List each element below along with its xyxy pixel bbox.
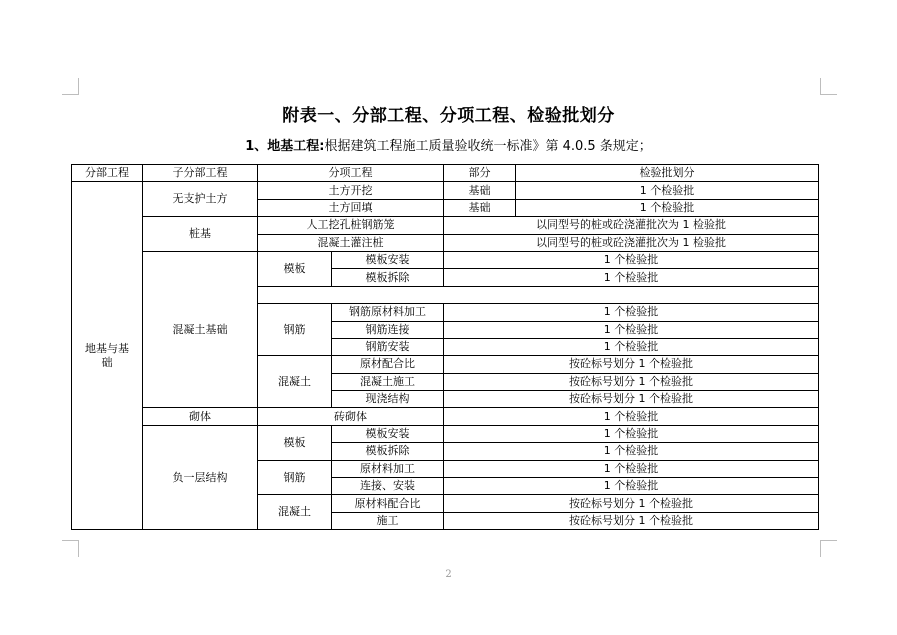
division-cell: 地基与基础 — [72, 182, 143, 530]
batch-cell: 1 个检验批 — [516, 199, 819, 216]
item-cell: 模板拆除 — [332, 443, 444, 460]
item-cell: 混凝土灌注桩 — [258, 234, 444, 251]
batch-cell: 1 个检验批 — [444, 251, 819, 268]
item-cell: 施工 — [332, 512, 444, 529]
group-concrete: 混凝土 — [258, 495, 332, 530]
batch-cell: 1 个检验批 — [444, 338, 819, 355]
section-subtitle — [0, 135, 897, 154]
batch-cell: 按砼标号划分 1 个检验批 — [444, 495, 819, 512]
crop-mark-top-right — [820, 78, 837, 95]
item-cell: 模板拆除 — [332, 269, 444, 286]
header-part: 部分 — [444, 165, 516, 182]
batch-cell: 以同型号的桩或砼浇灌批次为 1 检验批 — [444, 217, 819, 234]
table-row — [72, 217, 819, 234]
batch-cell: 按砼标号划分 1 个检验批 — [444, 512, 819, 529]
batch-cell: 1 个检验批 — [444, 269, 819, 286]
batch-cell: 1 个检验批 — [444, 478, 819, 495]
group-rebar: 钢筋 — [258, 304, 332, 356]
section-label: 1、地基工程: — [245, 139, 325, 154]
item-cell: 人工挖孔桩钢筋笼 — [258, 217, 444, 234]
batch-cell: 按砼标号划分 1 个检验批 — [444, 391, 819, 408]
table-row — [72, 251, 819, 268]
item-cell: 土方回填 — [258, 199, 444, 216]
section-text: 根据建筑工程施工质量验收统一标准》第 4.0.5 条规定； — [324, 139, 652, 154]
header-batch: 检验批划分 — [516, 165, 819, 182]
item-cell: 连接、安装 — [332, 478, 444, 495]
item-cell: 原材配合比 — [332, 356, 444, 373]
group-rebar: 钢筋 — [258, 460, 332, 495]
sub-earthwork: 无支护土方 — [143, 182, 258, 217]
item-cell: 原材料加工 — [332, 460, 444, 477]
batch-cell: 1 个检验批 — [516, 182, 819, 199]
batch-cell: 按砼标号划分 1 个检验批 — [444, 356, 819, 373]
group-formwork: 模板 — [258, 425, 332, 460]
table-row — [72, 425, 819, 442]
item-cell: 模板安装 — [332, 251, 444, 268]
header-subdivision: 子分部工程 — [143, 165, 258, 182]
sub-pile: 桩基 — [143, 217, 258, 252]
part-cell: 基础 — [444, 182, 516, 199]
item-cell: 原材料配合比 — [332, 495, 444, 512]
sub-basement: 负一层结构 — [143, 425, 258, 529]
item-cell: 砖砌体 — [258, 408, 444, 425]
empty-cell — [258, 286, 819, 303]
table-row — [72, 182, 819, 199]
item-cell: 钢筋连接 — [332, 321, 444, 338]
group-formwork: 模板 — [258, 251, 332, 286]
header-item: 分项工程 — [258, 165, 444, 182]
group-concrete: 混凝土 — [258, 356, 332, 408]
batch-cell: 以同型号的桩或砼浇灌批次为 1 检验批 — [444, 234, 819, 251]
batch-cell: 1 个检验批 — [444, 460, 819, 477]
crop-mark-bottom-left — [62, 540, 79, 557]
item-cell: 现浇结构 — [332, 391, 444, 408]
batch-cell: 1 个检验批 — [444, 321, 819, 338]
item-cell: 钢筋原材料加工 — [332, 304, 444, 321]
page-number: 2 — [445, 569, 452, 580]
sub-masonry: 砌体 — [143, 408, 258, 425]
crop-mark-bottom-right — [820, 540, 837, 557]
batch-cell: 1 个检验批 — [444, 304, 819, 321]
item-cell: 模板安装 — [332, 425, 444, 442]
table-row — [72, 408, 819, 425]
item-cell: 钢筋安装 — [332, 338, 444, 355]
batch-cell: 1 个检验批 — [444, 443, 819, 460]
sub-concrete-foundation: 混凝土基础 — [143, 251, 258, 408]
table-header-row — [72, 165, 819, 182]
crop-mark-top-left — [62, 78, 79, 95]
part-cell: 基础 — [444, 199, 516, 216]
header-division: 分部工程 — [72, 165, 143, 182]
division-table — [71, 164, 819, 530]
batch-cell: 1 个检验批 — [444, 408, 819, 425]
item-cell: 土方开挖 — [258, 182, 444, 199]
batch-cell: 1 个检验批 — [444, 425, 819, 442]
page-title: 附表一、分部工程、分项工程、检验批划分 — [282, 106, 615, 126]
item-cell: 混凝土施工 — [332, 373, 444, 390]
batch-cell: 按砼标号划分 1 个检验批 — [444, 373, 819, 390]
